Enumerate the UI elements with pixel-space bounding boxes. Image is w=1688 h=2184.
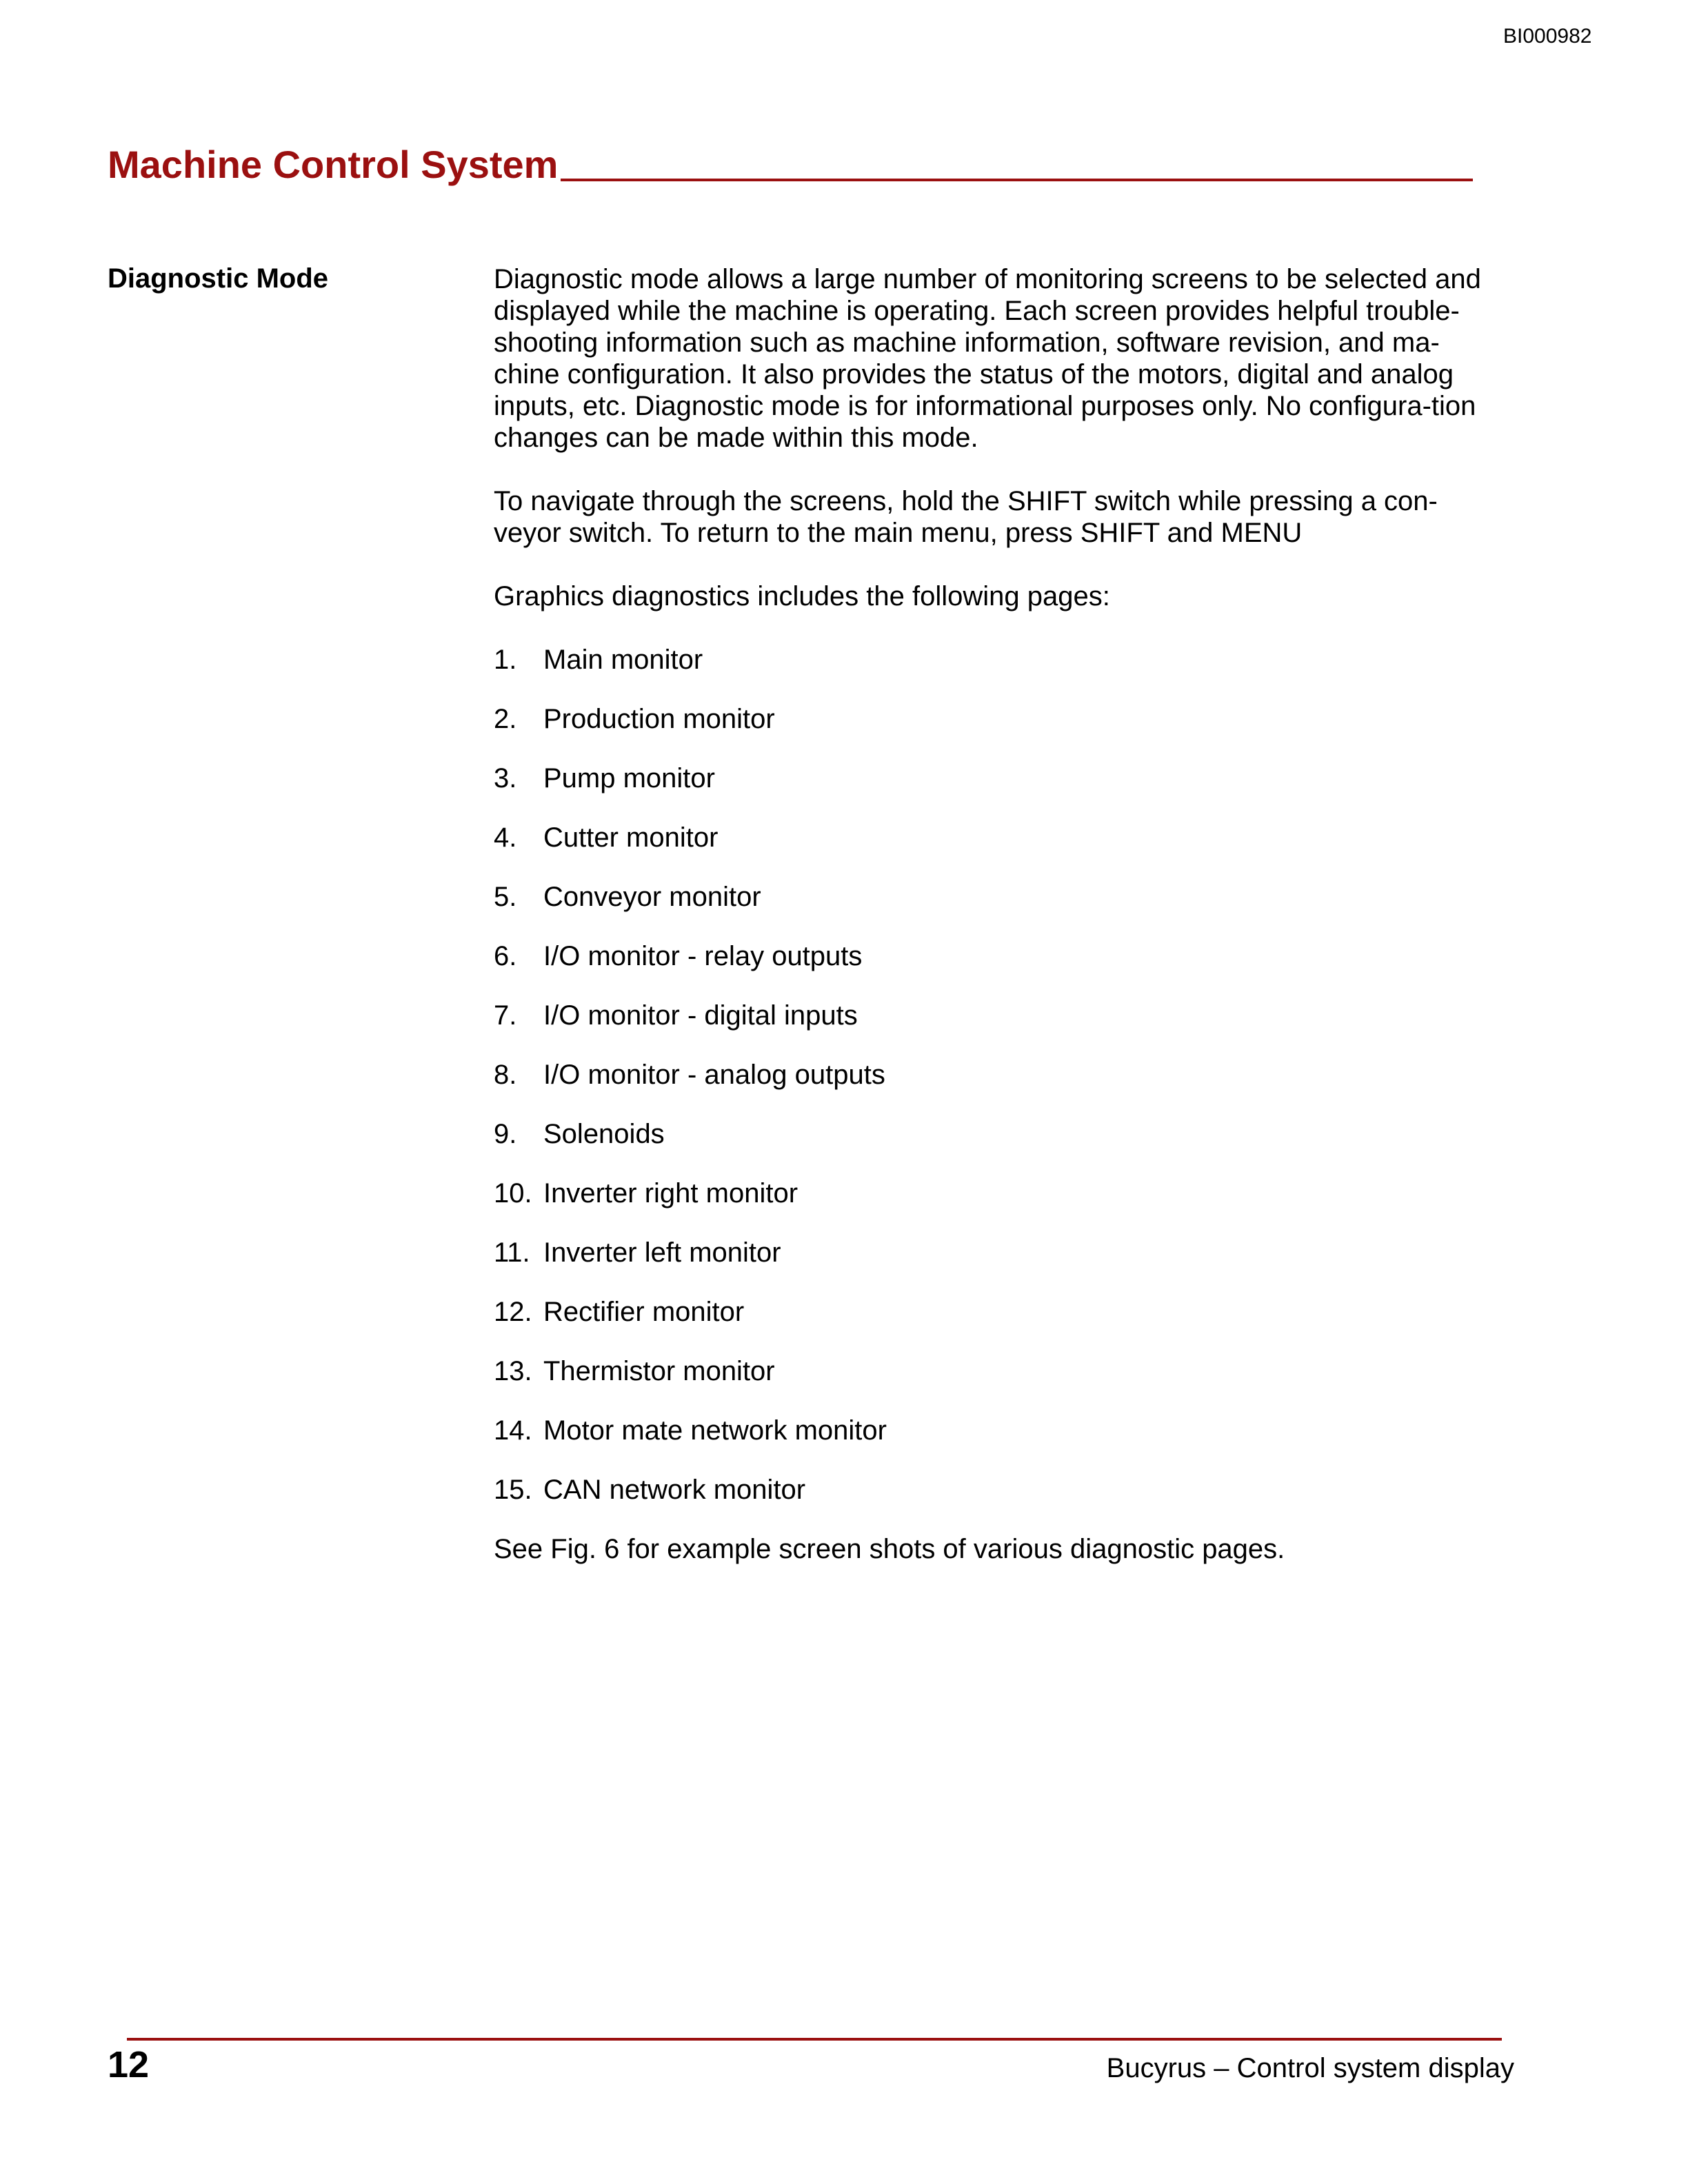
list-item-number: 4.: [494, 822, 517, 853]
list-item-text: I/O monitor - digital inputs: [543, 1000, 858, 1031]
list-item: [494, 1474, 1494, 1506]
list-item: [494, 703, 1494, 735]
list-item-text: Thermistor monitor: [543, 1356, 775, 1386]
list-item-number: 13.: [494, 1356, 532, 1386]
footer-text: Bucyrus – Control system display: [1106, 2053, 1514, 2083]
list-item-number: 2.: [494, 704, 517, 734]
list-item-text: Cutter monitor: [543, 822, 719, 853]
list-item-text: CAN network monitor: [543, 1475, 806, 1505]
list-item: [494, 1237, 1494, 1268]
list-item-number: 1.: [494, 645, 517, 675]
list-item-text: Solenoids: [543, 1119, 665, 1149]
document-id: BI000982: [1503, 25, 1592, 48]
list-item: [494, 1415, 1494, 1446]
list-item-number: 9.: [494, 1119, 517, 1149]
list-item-text: Motor mate network monitor: [543, 1415, 887, 1446]
page-title: Machine Control System: [108, 143, 559, 186]
list-item: [494, 1355, 1494, 1387]
list-item-text: Inverter left monitor: [543, 1237, 781, 1268]
page-number: 12: [108, 2044, 150, 2085]
list-item-number: 14.: [494, 1415, 532, 1446]
list-item-text: Conveyor monitor: [543, 882, 761, 912]
list-item-text: Rectifier monitor: [543, 1297, 745, 1327]
list-item-number: 5.: [494, 882, 517, 912]
list-item-number: 10.: [494, 1178, 532, 1209]
list-item: [494, 762, 1494, 794]
list-item-text: Main monitor: [543, 645, 703, 675]
list-item: [494, 940, 1494, 972]
title-underline: [561, 179, 1473, 181]
list-item-text: I/O monitor - analog outputs: [543, 1060, 885, 1090]
list-item-number: 7.: [494, 1000, 517, 1031]
main-content: [494, 263, 1494, 1597]
list-intro-paragraph: Graphics diagnostics includes the following pages:: [494, 581, 1110, 611]
list-item-text: Pump monitor: [543, 763, 715, 793]
section-heading: Diagnostic Mode: [108, 263, 329, 294]
list-item-number: 12.: [494, 1297, 532, 1327]
list-item-text: Production monitor: [543, 704, 775, 734]
navigation-paragraph: To navigate through the screens, hold the SHIFT switch while pressing a con-veyor switch. To return to the main menu, press SHIFT and MENU: [494, 486, 1438, 548]
list-item-number: 3.: [494, 763, 517, 793]
list-item-text: I/O monitor - relay outputs: [543, 941, 863, 971]
list-item: [494, 644, 1494, 676]
list-item: [494, 1000, 1494, 1031]
list-item-number: 6.: [494, 941, 517, 971]
list-item: [494, 1296, 1494, 1328]
list-item: [494, 1059, 1494, 1091]
list-item-number: 15.: [494, 1475, 532, 1505]
closing-paragraph: See Fig. 6 for example screen shots of various diagnostic pages.: [494, 1534, 1285, 1564]
list-item-text: Inverter right monitor: [543, 1178, 798, 1209]
list-item: [494, 1118, 1494, 1150]
footer-rule: [127, 2038, 1502, 2041]
list-item-number: 11.: [494, 1237, 530, 1268]
intro-paragraph: Diagnostic mode allows a large number of monitoring screens to be selected and displayed while the machine is operating. Each screen provides helpful trouble-shooting information such as machine information, software revision, and ma-chine configuration. It also provides the status of the motors, digital and analog inputs, etc. Diagnostic mode is for informational purposes only. No configura-tion changes can be made within this mode.: [494, 264, 1481, 453]
list-item: [494, 881, 1494, 913]
diagnostic-pages-list: [494, 644, 1494, 1506]
page-title-row: [108, 142, 1473, 187]
list-item-number: 8.: [494, 1060, 517, 1090]
list-item: [494, 1177, 1494, 1209]
list-item: [494, 822, 1494, 853]
